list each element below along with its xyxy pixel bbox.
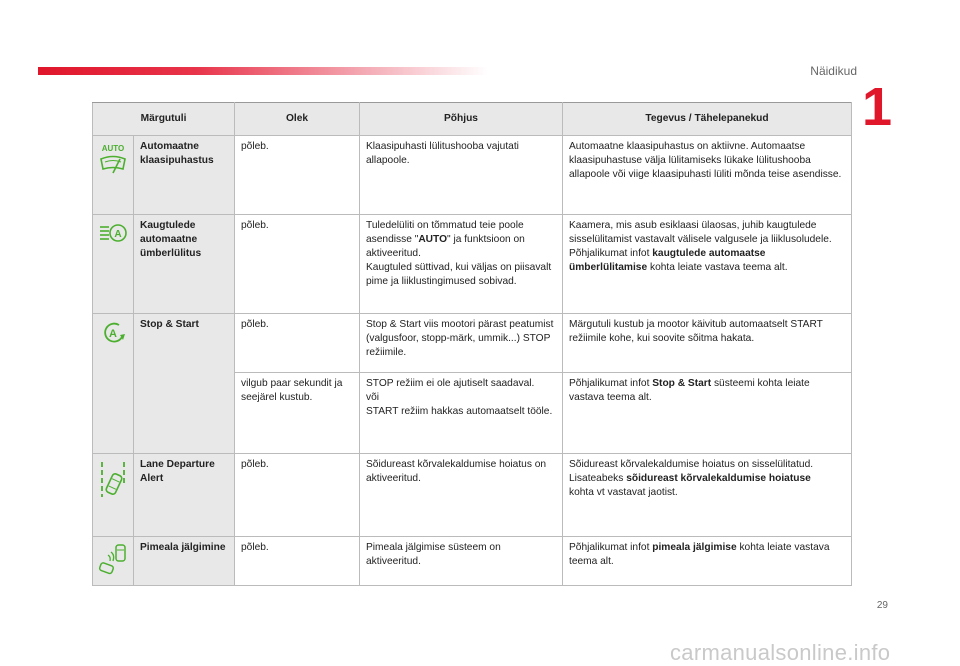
cause-bold-text: AUTO [418,234,448,245]
page-number: 29 [876,600,888,611]
action-cell: Märgutuli kustub ja mootor käivitub automaatselt START režiimile kohe, kui soovite sõitma hakata. [563,314,852,373]
action-cell: Automaatne klaasipuhastus on aktiivne. Automaatse klaasipuhastuse välja lülitamiseks lükake lülitushooba allapoole või viige klaasipuhasti lüliti mõnda teise asendisse. [563,136,852,215]
cause-text: Kaugtuled süttivad, kui väljas on piisavalt pime ja liiklustingimused sobivad. [366,262,552,287]
watermark: carmanualsonline.info [670,640,891,665]
cause-cell: Sõidureast kõrvalekaldumise hoiatus on aktiveeritud. [360,454,563,537]
svg-text:A: A [114,229,122,240]
action-text: kohta leiate vastava teema alt. [569,542,830,567]
auto-headlamp-icon [98,221,128,245]
svg-text:A: A [109,328,117,340]
action-bold-text: Stop & Start [652,378,712,389]
action-text: Sõidureast kõrvalekaldumise hoiatus on sisselülitatud. [569,459,814,470]
cause-cell [360,373,563,454]
svg-text:AUTO: AUTO [101,144,125,153]
indicator-table [92,102,852,586]
cause-cell [360,215,563,314]
table-row [93,215,852,314]
state-cell: põleb. [235,314,360,373]
action-text: Lisateabeks [569,473,627,484]
header-state: Olek [235,103,360,136]
table-row [93,314,852,373]
state-cell: põleb. [235,537,360,586]
icon-cell [93,314,134,454]
auto-wiper-icon [98,142,128,178]
header-indicator: Märgutuli [93,103,235,136]
cause-text: Tuledelüliti on tõmmatud teie poole asendisse " [366,220,524,245]
cause-cell: Stop & Start viis mootori pärast peatumist (valgusfoor, stopp-märk, ummik...) STOP režiimile. [360,314,563,373]
action-text: kohta vt vastavat jaotist. [569,487,678,498]
action-cell [563,215,852,314]
action-text: Põhjalikumat infot [569,248,653,259]
action-text: Kaamera, mis asub esiklaasi ülaosas, juhib kaugtulede sisselülitamist vastavalt välisele valgusele ja liiklusoludele. [569,220,832,245]
chapter-number: 1 [861,77,892,137]
table-row [93,454,852,537]
blind-spot-icon [98,543,128,575]
action-bold-text: sõidureast kõrvalekaldumise hoiatuse [626,473,811,484]
action-text: süsteemi kohta leiate vastava teema alt. [569,378,810,403]
action-cell [563,454,852,537]
indicator-name: Kaugtulede automaatne ümberlülitus [134,215,235,314]
cause-text: STOP režiim ei ole ajutiselt saadaval. [366,378,535,389]
action-bold-text: kaugtulede automaatse ümberlülitamise [569,248,766,273]
state-cell: põleb. [235,215,360,314]
cause-cell: Klaasipuhasti lülitushooba vajutati allapoole. [360,136,563,215]
state-cell: vilgub paar sekundit ja seejärel kustub. [235,373,360,454]
section-title: Näidikud [810,64,857,78]
icon-cell [93,454,134,537]
action-text: Põhjalikumat infot [569,542,653,553]
stop-start-icon [98,320,128,346]
top-accent-bar [38,67,488,75]
table-header-row [93,103,852,136]
action-bold-text: pimeala jälgimise [652,542,737,553]
action-text: Põhjalikumat infot [569,378,653,389]
state-cell: põleb. [235,136,360,215]
table-row [93,136,852,215]
action-text: kohta leiate vastava teema alt. [647,262,788,273]
header-cause: Põhjus [360,103,563,136]
indicator-name: Stop & Start [134,314,235,454]
icon-cell [93,215,134,314]
lane-departure-icon [98,460,128,498]
cause-text: " ja funktsioon on aktiveeritud. [366,234,525,259]
cause-cell: Pimeala jälgimise süsteem on aktiveeritud. [360,537,563,586]
action-cell [563,537,852,586]
cause-text: või [366,392,380,403]
state-cell: põleb. [235,454,360,537]
icon-cell [93,136,134,215]
action-cell [563,373,852,454]
indicator-name: Lane Departure Alert [134,454,235,537]
indicator-name: Automaatne klaasipuhastus [134,136,235,215]
header-action: Tegevus / Tähelepanekud [563,103,852,136]
indicator-name: Pimeala jälgimine [134,537,235,586]
icon-cell [93,537,134,586]
table-row [93,537,852,586]
cause-text: START režiim hakkas automaatselt tööle. [366,406,553,417]
